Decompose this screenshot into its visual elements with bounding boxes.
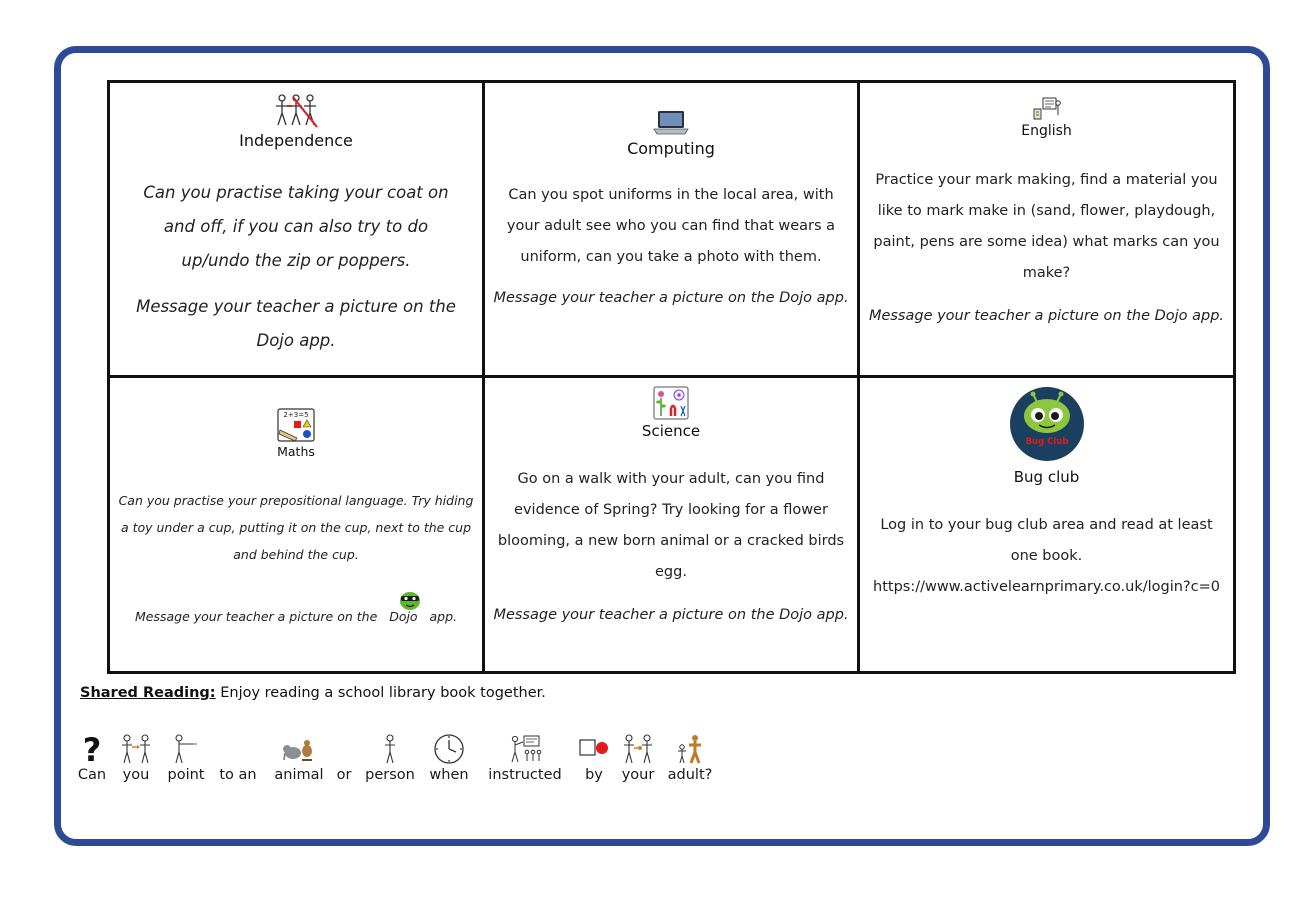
- cell-bug-club: [860, 378, 1233, 671]
- maths-message: [110, 588, 482, 628]
- shared-reading-text: Enjoy reading a school library book together.: [220, 685, 546, 701]
- symbol-word-adult: adult?: [667, 767, 713, 783]
- heading-independence: Independence: [239, 131, 353, 150]
- independence-line-2: and off, if you can also try to do: [163, 217, 429, 236]
- cell-independence: [110, 83, 485, 378]
- symbol-your: [618, 733, 658, 783]
- maths-icon-text: 2+3=5: [283, 411, 309, 419]
- maths-text: Can you practise your prepositional language. Try hiding a toy under a cup, putting it on the cup, next to the cup and behind the cup.: [118, 493, 474, 562]
- computing-text: Can you spot uniforms in the local area, with your adult see who you can find that wears a uniform, can you take a photo with them.: [506, 187, 836, 265]
- maths-message-a: Message your teacher a picture on the: [134, 609, 378, 624]
- english-icon: [1032, 97, 1062, 121]
- instruct-icon: [508, 733, 542, 765]
- symbol-word-your: your: [621, 767, 655, 783]
- laptop-icon: [653, 109, 689, 135]
- symbol-when: [428, 733, 470, 783]
- english-message: Message your teacher a picture on the Dojo app.: [868, 308, 1225, 324]
- symbol-point: [164, 733, 208, 783]
- animals-icon: [282, 733, 316, 765]
- science-icon: [653, 386, 689, 420]
- independence-message: [124, 290, 468, 358]
- heading-bug-club: Bug club: [1013, 468, 1080, 486]
- maths-message-dojo: Dojo: [389, 609, 418, 624]
- symbol-person: [364, 733, 416, 783]
- symbol-animal: [272, 733, 326, 783]
- symbol-by: [576, 733, 612, 783]
- your-people-icon: [620, 733, 656, 765]
- page-frame: [54, 46, 1270, 846]
- symbol-word-can: Can: [77, 767, 107, 783]
- symbol-word-person: person: [365, 767, 415, 783]
- independence-line-3: up/undo the zip or poppers.: [181, 251, 411, 270]
- bug-club-logo-icon: [1009, 386, 1085, 462]
- maths-message-text: [110, 609, 482, 624]
- cell-computing: [485, 83, 860, 378]
- maths-message-app: app.: [429, 609, 458, 624]
- symbol-instructed: [480, 733, 570, 783]
- independence-text: [128, 176, 464, 278]
- maths-icon: [277, 408, 315, 442]
- person-icon: [380, 733, 400, 765]
- bug-club-link[interactable]: https://www.activelearnprimary.co.uk/login?c=0: [873, 579, 1220, 595]
- symbol-word-you: you: [122, 767, 150, 783]
- symbol-word-animal: animal: [274, 767, 324, 783]
- independence-message-1: Message your teacher a picture on the: [136, 297, 456, 316]
- shared-reading: [80, 685, 546, 701]
- symbol-to-an: [215, 733, 261, 783]
- adult-child-icon: [675, 733, 705, 765]
- bug-club-logo-text: Bug Club: [1025, 437, 1068, 447]
- symbol-sentence: [76, 733, 776, 793]
- shared-reading-label: Shared Reading:: [80, 685, 216, 701]
- by-icon: [577, 733, 611, 765]
- symbol-word-when: when: [429, 767, 469, 783]
- independence-line-1: Can you practise taking your coat on: [143, 183, 449, 202]
- heading-computing: Computing: [627, 139, 715, 158]
- heading-science: Science: [641, 422, 701, 440]
- symbol-word-by: by: [585, 767, 603, 783]
- svg-text:?: ?: [82, 733, 102, 765]
- cell-maths: [110, 378, 485, 671]
- bug-club-text: Log in to your bug club area and read at least one book.: [880, 517, 1213, 564]
- question-mark-icon: [79, 733, 105, 765]
- point-person-icon: [171, 733, 201, 765]
- english-text: Practice your mark making, find a material you like to mark make in (sand, flower, playdough, paint, pens are some idea) what marks can you make?: [873, 172, 1220, 281]
- science-text: Go on a walk with your adult, can you find evidence of Spring? Try looking for a flower blooming, a new born animal or a cracked birds egg.: [497, 471, 845, 580]
- computing-message: Message your teacher a picture on the Dojo app.: [493, 290, 849, 306]
- symbol-can: [76, 733, 108, 783]
- symbol-word-instructed: instructed: [488, 767, 562, 783]
- heading-maths: Maths: [277, 444, 315, 459]
- science-message: Message your teacher a picture on the Dojo app.: [493, 607, 849, 623]
- clock-icon: [432, 733, 466, 765]
- activity-grid: [107, 80, 1236, 674]
- symbol-adult: [666, 733, 714, 783]
- independence-icon: [273, 93, 319, 129]
- cell-science: [485, 378, 860, 671]
- symbol-word-or: or: [336, 767, 352, 783]
- symbol-or: [334, 733, 354, 783]
- independence-message-2: Dojo app.: [256, 331, 336, 350]
- symbol-you: [116, 733, 156, 783]
- heading-english: English: [1021, 123, 1072, 139]
- you-people-icon: [118, 733, 154, 765]
- cell-english: [860, 83, 1233, 378]
- symbol-word-point: point: [167, 767, 205, 783]
- symbol-word-to-an: to an: [219, 767, 257, 783]
